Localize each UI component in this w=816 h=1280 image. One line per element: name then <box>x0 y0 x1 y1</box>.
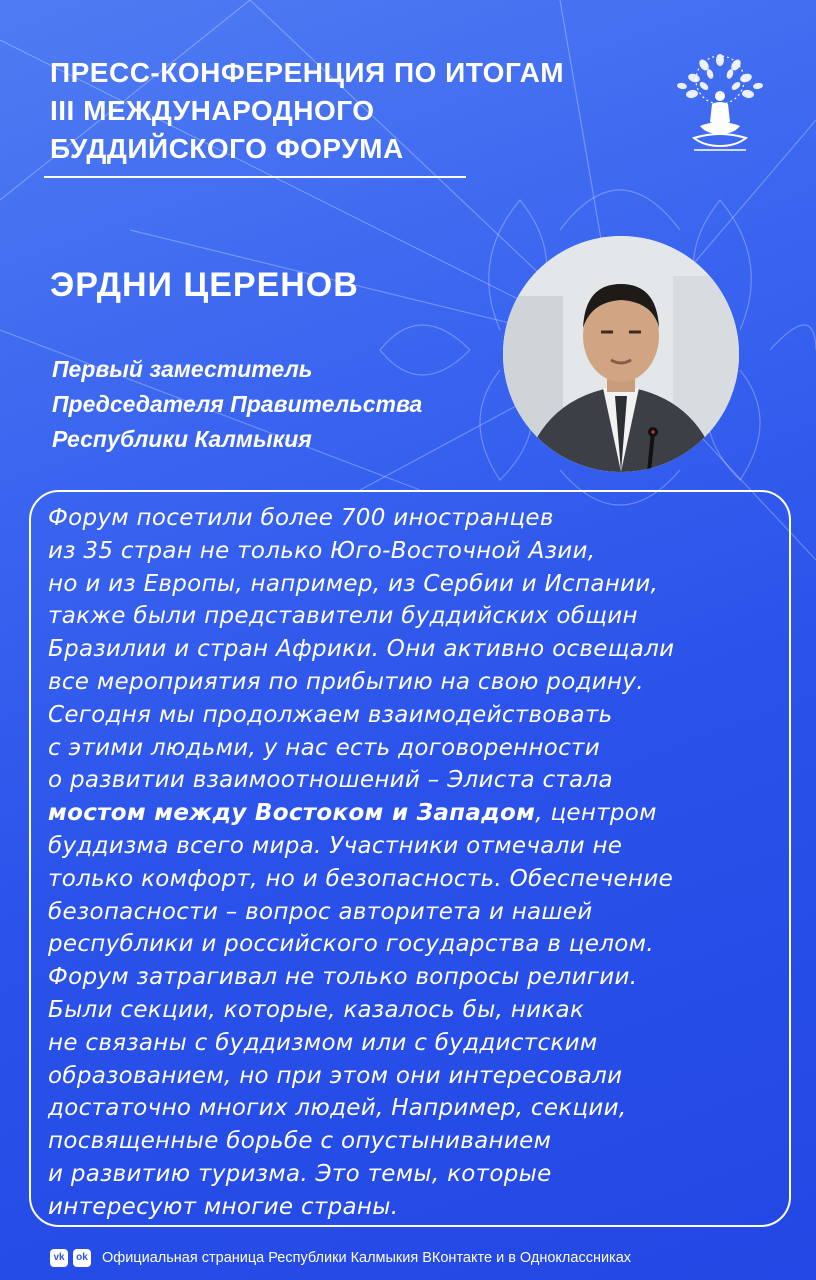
vk-icon[interactable]: vk <box>50 1249 68 1267</box>
quote-line: но и из Европы, например, из Сербии и Испании, <box>48 570 659 597</box>
quote-line: образованием, но при этом они интересовали <box>48 1062 623 1089</box>
header-title-line: БУДДИЙСКОГО ФОРУМА <box>50 133 404 164</box>
quote-text <box>48 502 788 1224</box>
quote-line: с этими людьми, у нас есть договоренности <box>48 734 600 761</box>
quote-highlight-tail: , центром <box>535 800 657 827</box>
header-title <box>50 54 640 168</box>
quote-line: о развитии взаимоотношений – Элиста стала <box>48 767 613 794</box>
quote-line: также были представители буддийских общин <box>48 603 638 630</box>
quote-line: все мероприятия по прибытию на свою родину. <box>48 668 644 695</box>
header-title-line: ПРЕСС-КОНФЕРЕНЦИЯ ПО ИТОГАМ <box>50 57 565 88</box>
quote-line: только комфорт, но и безопасность. Обеспечение <box>48 865 674 892</box>
speaker-position-line: Республики Калмыкия <box>52 426 312 452</box>
quote-line: Форум затрагивал не только вопросы религии. <box>48 964 638 991</box>
quote-line-highlight <box>48 797 788 830</box>
speaker-name: ЭРДНИ ЦЕРЕНОВ <box>50 266 359 304</box>
quote-line: не связаны с буддизмом или с буддистским <box>48 1029 598 1056</box>
header-title-line: III МЕЖДУНАРОДНОГО <box>50 95 375 126</box>
speaker-position-line: Председателя Правительства <box>52 391 423 417</box>
quote-line: Были секции, которые, казалось бы, никак <box>48 996 585 1023</box>
quote-highlight: мостом между Востоком и Западом <box>48 800 536 827</box>
footer <box>50 1248 631 1268</box>
quote-line: посвященные борьбе с опустыниванием <box>48 1128 552 1155</box>
quote-line: республики и российского государства в целом. <box>48 931 654 958</box>
quote-line: безопасности – вопрос авторитета и нашей <box>48 898 593 925</box>
quote-line: Форум посетили более 700 иностранцев <box>48 505 554 531</box>
footer-text: Официальная страница Республики Калмыкия ВКонтакте и в Одноклассниках <box>102 1250 632 1266</box>
speaker-position-line: Первый заместитель <box>52 356 313 382</box>
quote-line: интересуют многие страны. <box>48 1193 399 1220</box>
quote-line: достаточно многих людей, Например, секции, <box>48 1095 627 1122</box>
quote-line: Бразилии и стран Африки. Они активно освещали <box>48 636 675 663</box>
quote-line: Сегодня мы продолжаем взаимодействовать <box>48 701 613 728</box>
buddhist-tree-logo <box>664 50 776 162</box>
quote-line: и развитию туризма. Это темы, которые <box>48 1160 552 1187</box>
speaker-position <box>52 352 422 457</box>
quote-line: буддизма всего мира. Участники отмечали не <box>48 832 623 859</box>
quote-line: из 35 стран не только Юго-Восточной Азии, <box>48 537 596 564</box>
odnoklassniki-icon[interactable]: ok <box>73 1249 91 1267</box>
speaker-photo <box>503 236 739 472</box>
header-divider <box>44 176 466 178</box>
